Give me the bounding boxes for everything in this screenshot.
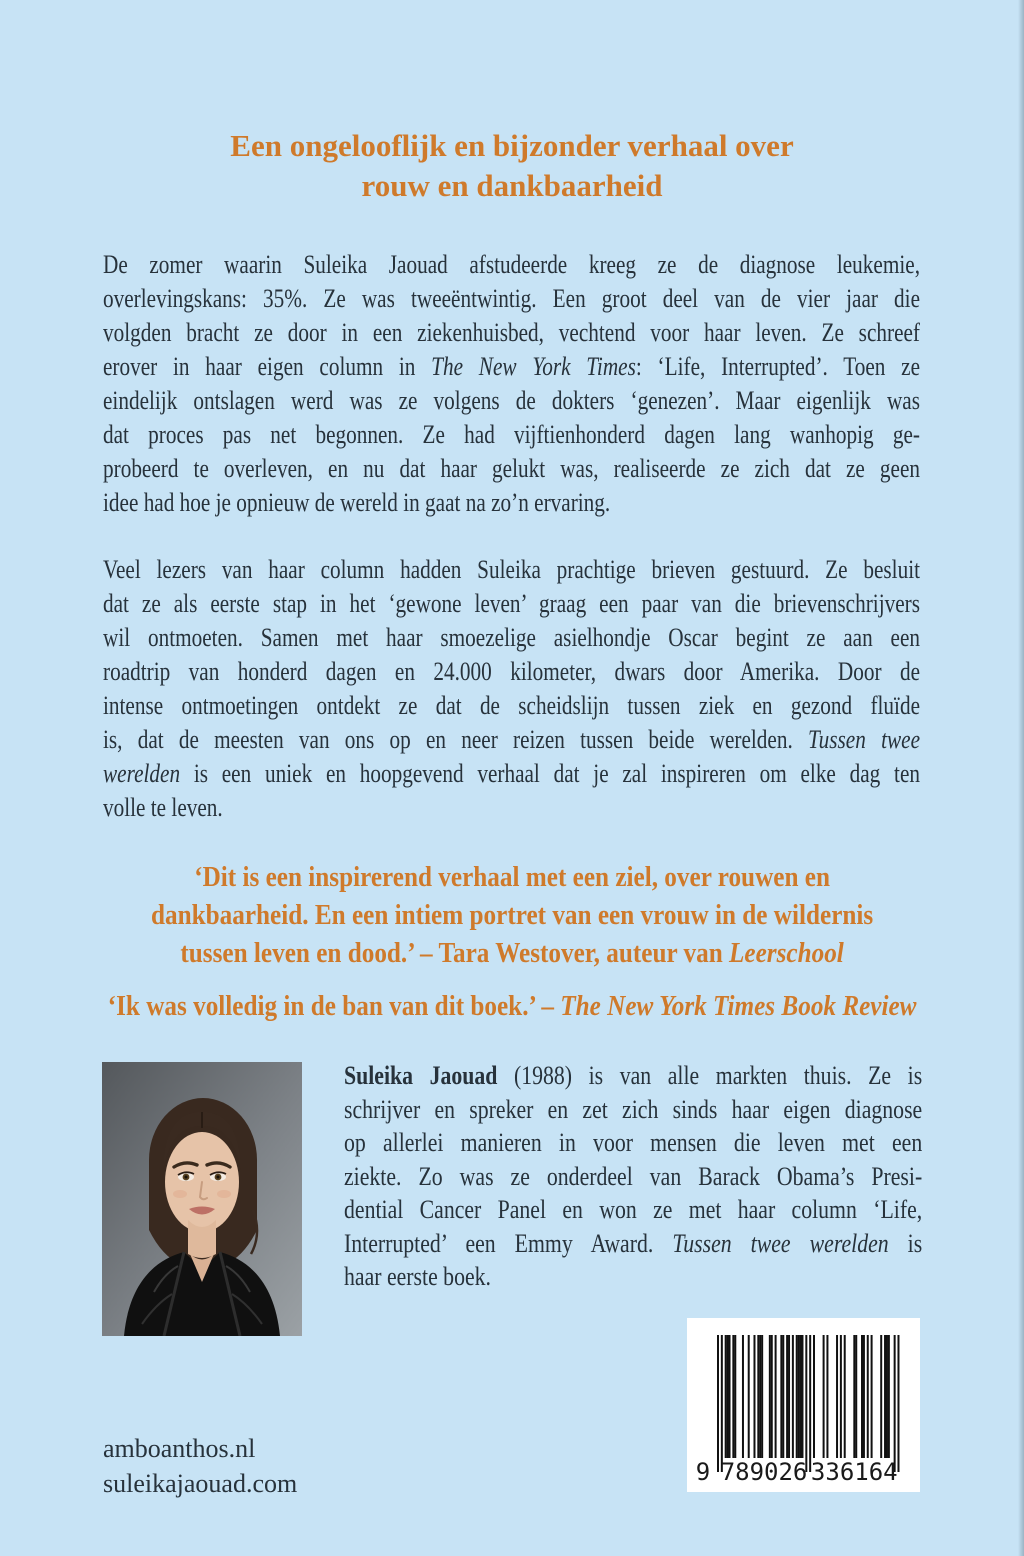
text-line: haar eerste boek.: [344, 1262, 491, 1291]
synopsis-paragraph-2: [103, 553, 920, 825]
barcode-bars: [687, 1318, 920, 1492]
text-line: op allerlei manieren in voor mensen die leven met een: [344, 1128, 923, 1157]
author-photo: [102, 1062, 302, 1336]
text-line: rouw en dankbaarheid: [361, 168, 663, 203]
text-line: erover in haar eigen column in The New York Times: ‘Life, Interrupted’. Toen ze: [103, 352, 921, 381]
text-line: is, dat de meesten van ons op en neer reizen tussen beide werelden. Tussen twee: [103, 725, 920, 754]
publisher-website: amboanthos.nl: [103, 1434, 256, 1463]
barcode-digits: 336164: [810, 1458, 898, 1486]
synopsis-paragraph-1: [103, 248, 920, 520]
text-line: intense ontmoetingen ontdekt ze dat de scheidslijn tussen ziek en gezond fluïde: [103, 691, 920, 720]
text-line: dat ze als eerste stap in het ‘gewone leven’ graag een paar van die brievenschrijvers: [103, 589, 920, 618]
review-quote-tara-westover: [0, 859, 1024, 973]
text-line: ‘Ik was volledig in de ban van dit boek.’ – The New York Times Book Review: [107, 991, 917, 1022]
text-line: Een ongelooflijk en bijzonder verhaal over: [230, 128, 794, 163]
barcode-digits: 789026: [720, 1458, 808, 1486]
text-line: Interrupted’ een Emmy Award. Tussen twee werelden is: [344, 1228, 923, 1258]
text-line: probeerd te overleven, en nu dat haar gelukt was, realiseerde ze zich dat ze geen: [103, 454, 920, 483]
author-portrait-illustration: [102, 1062, 302, 1336]
tagline: [0, 126, 1024, 206]
text-line: volgden bracht ze door in een ziekenhuisbed, vechtend voor haar leven. Ze schreef: [103, 318, 920, 347]
author-bio: [344, 1059, 922, 1294]
isbn-barcode: [687, 1318, 920, 1492]
text-line: Suleika Jaouad (1988) is van alle markten thuis. Ze is: [344, 1061, 923, 1090]
text-line: De zomer waarin Suleika Jaouad afstudeerde kreeg ze de diagnose leukemie,: [103, 250, 920, 279]
barcode-digits: 9: [695, 1458, 711, 1486]
text-line: werelden is een uniek en hoopgevend verhaal dat je zal inspireren om elke dag ten: [103, 759, 920, 788]
text-line: volle te leven.: [103, 793, 223, 822]
text-line: ‘Dit is een inspirerend verhaal met een ziel, over rouwen en: [194, 862, 830, 893]
text-line: schrijver en spreker en zet zich sinds haar eigen diagnose: [344, 1094, 923, 1124]
text-line: ziekte. Zo was ze onderdeel van Barack Obama’s Presi-: [344, 1161, 923, 1191]
text-line: eindelijk ontslagen werd was ze volgens de dokters ‘genezen’. Maar eigenlijk was: [103, 386, 920, 415]
website-links: [103, 1431, 297, 1501]
text-line: Veel lezers van haar column hadden Suleika prachtige brieven gestuurd. Ze besluit: [103, 555, 920, 584]
review-quote-nyt: [0, 988, 1024, 1026]
cover-edge-shading: [1018, 0, 1024, 1556]
text-line: dat proces pas net begonnen. Ze had vijftienhonderd dagen lang wanhopig ge-: [103, 420, 920, 449]
text-line: wil ontmoeten. Samen met haar smoezelige asielhondje Oscar begint ze aan een: [103, 623, 920, 652]
text-line: dential Cancer Panel en won ze met haar column ‘Life,: [344, 1195, 923, 1224]
text-line: roadtrip van honderd dagen en 24.000 kilometer, dwars door Amerika. Door de: [103, 657, 920, 686]
text-line: dankbaarheid. En een intiem portret van een vrouw in de wildernis: [150, 900, 874, 931]
text-line: tussen leven en dood.’ – Tara Westover, auteur van Leerschool: [180, 938, 844, 969]
author-website: suleikajaouad.com: [103, 1469, 298, 1498]
text-line: idee had hoe je opnieuw de wereld in gaat na zo’n ervaring.: [103, 488, 611, 517]
text-line: overlevingskans: 35%. Ze was tweeëntwintig. Een groot deel van de vier jaar die: [103, 284, 920, 313]
